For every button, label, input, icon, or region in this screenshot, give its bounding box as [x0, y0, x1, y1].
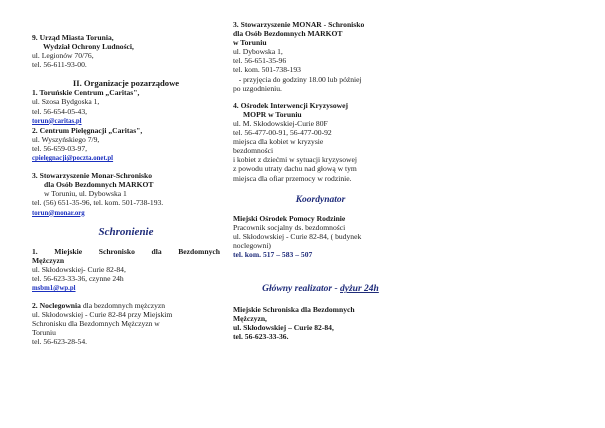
item-address: w Toruniu, ul. Dybowska 1	[44, 189, 127, 199]
item-title: 2. Centrum Pielęgnacji „Caritas",	[32, 125, 143, 135]
item-phone: tel. 56-477-00-91, 56-477-00-92	[233, 128, 332, 138]
item-3-monar	[233, 20, 433, 93]
shelter-item-2	[32, 301, 232, 346]
right-column	[233, 0, 433, 341]
item-phone: tel. (56) 651-35-96, tel. kom. 501-738-193.	[32, 198, 164, 208]
item-desc: i kobiet z dziećmi w sytuacji kryzysowej	[233, 155, 357, 165]
ngo-item-2	[32, 126, 232, 163]
item-line: ul. Skłodowskiej - Curie 82-84 przy Miejskim	[32, 310, 173, 320]
email-link[interactable]: msbm1@wp.pl	[32, 284, 76, 292]
item-address: ul. Wyszyńskiego 7/9,	[32, 134, 100, 144]
item-title-cont: w Toruniu	[233, 38, 267, 48]
title-word: Schronisko	[98, 246, 135, 256]
item-desc: z powodu utraty dachu nad głową w tym	[233, 164, 357, 174]
item-phone: tel. 56-623-28-54.	[32, 337, 88, 347]
item-phone: tel. 56-611-93-00.	[32, 60, 87, 70]
item-title: 3. Stowarzyszenie Monar-Schronisko	[32, 171, 153, 181]
item-phone: tel. 56-623-33-36, czynne 24h	[32, 273, 124, 283]
section-shelter	[32, 226, 232, 347]
item-address: ul. Dybowska 1,	[233, 47, 283, 57]
section-heading: Schronienie	[98, 225, 154, 238]
title-word: Bezdomnych	[178, 246, 220, 256]
title-word: dla	[151, 246, 162, 256]
item-line: Schronisku dla Bezdomnych Mężczyzn w	[32, 319, 160, 329]
item-address: ul. Szosa Bydgoska 1,	[32, 97, 100, 107]
section-heading	[233, 283, 408, 295]
item-mobile: tel. kom. 501-738-193	[233, 65, 301, 75]
section-main-operator	[233, 283, 433, 341]
item-title-bold: 2. Noclegownia	[32, 301, 81, 311]
item-address: ul. Legionów 70/76,	[32, 51, 94, 61]
item-title-cont: Wydział Ochrony Ludności,	[43, 42, 134, 52]
item-title: 3. Stowarzyszenie MONAR - Schronisko	[233, 20, 365, 29]
section-ngo	[32, 78, 232, 217]
item-desc: miejsca dla kobiet w kryzysie	[233, 137, 324, 147]
coordinator-role: Pracownik socjalny ds. bezdomności	[233, 222, 346, 232]
operator-address: ul. Skłodowskiej – Curie 82-84,	[233, 323, 334, 333]
item-4-crisis-center	[233, 101, 433, 183]
section-heading: II. Organizacje pozarządowe	[72, 78, 180, 89]
operator-name: Miejskie Schroniska dla Bezdomnych	[233, 305, 355, 315]
item-title-rest: dla bezdomnych mężczyzn	[80, 301, 166, 311]
item-desc: bezdomności	[233, 146, 274, 156]
coordinator-address: ul. Skłodowskiej - Curie 82-84, ( budynek	[233, 231, 362, 241]
item-title-cont: dla Osób Bezdomnych MARKOT	[233, 29, 343, 39]
email-link[interactable]: cpielęgnacji@poczta.onet.pl	[32, 155, 114, 163]
item-title-cont: dla Osób Bezdomnych MARKOT	[44, 180, 154, 190]
item-title: 4. Ośrodek Interwencji Kryzysowej	[233, 100, 349, 110]
item-note: po uzgodnieniu.	[233, 83, 282, 93]
item-phone: tel. 56-654-05-43,	[32, 106, 88, 116]
ngo-item-1	[32, 88, 232, 125]
section-coordinator	[233, 194, 433, 259]
item-title: 1. Toruńskie Centrum „Caritas",	[32, 88, 140, 98]
coordinator-phone: tel. kom. 517 – 583 – 507	[233, 249, 313, 259]
item-title	[32, 247, 220, 256]
item-title-cont: MOPR w Toruniu	[243, 109, 302, 119]
ngo-item-3	[32, 171, 232, 217]
item-desc: miejsca dla ofiar przemocy w rodzinie.	[233, 173, 352, 183]
section-heading: Koordynator	[295, 194, 346, 205]
operator-name-cont: Mężczyzn,	[233, 314, 267, 324]
operator-phone: tel. 56-623-33-36.	[233, 332, 289, 342]
item-9-city-office	[32, 33, 232, 69]
title-word: Miejskie	[54, 246, 83, 256]
left-column	[32, 0, 232, 347]
item-title: 9. Urząd Miasta Torunia,	[32, 33, 114, 42]
item-note: - przyjęcia do godziny 18.00 lub później	[233, 74, 362, 84]
item-title-cont: Mężczyzn	[32, 255, 65, 265]
title-word: 1.	[32, 246, 38, 256]
item-line: Toruniu	[32, 328, 56, 338]
heading-prefix: Główny realizator -	[262, 284, 341, 295]
email-link[interactable]: torun@caritas.pl	[32, 117, 82, 125]
item-address: ul. M. Skłodowskiej-Curie 80F	[233, 118, 328, 128]
email-link[interactable]: torun@monar.org	[32, 209, 85, 217]
item-phone: tel. 56-651-35-96	[233, 56, 287, 66]
item-phone: tel. 56-659-03-97,	[32, 143, 88, 153]
item-address: ul. Skłodowskiej- Curie 82-84,	[32, 264, 126, 274]
item-title	[32, 301, 232, 310]
coordinator-org: Miejski Ośrodek Pomocy Rodzinie	[233, 213, 346, 223]
coordinator-address-cont: noclegowni)	[233, 240, 271, 250]
heading-underlined: dyżur 24h	[340, 284, 379, 295]
shelter-item-1	[32, 247, 232, 293]
